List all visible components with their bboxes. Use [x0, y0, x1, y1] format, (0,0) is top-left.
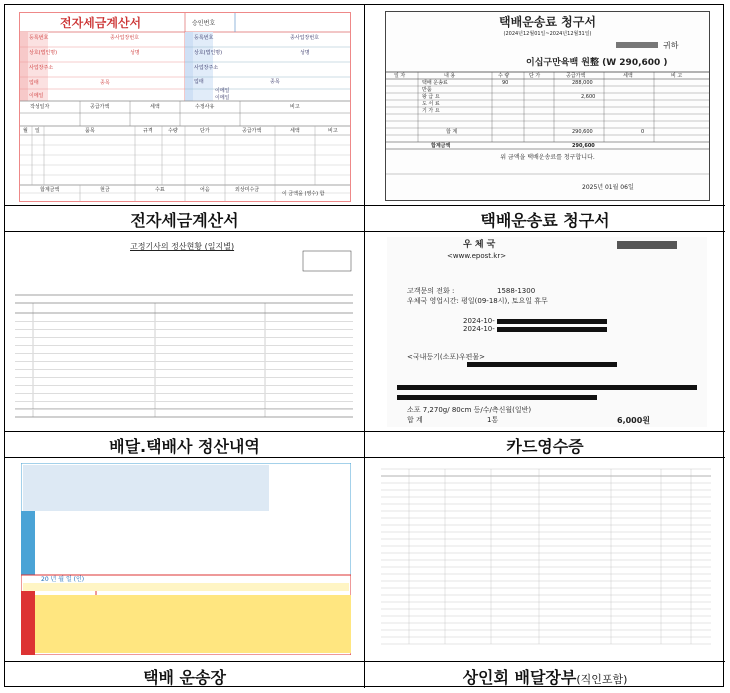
settlement-row-rule — [15, 401, 353, 402]
supplier-field: 종목 — [100, 80, 110, 86]
tax-invoice-thumbnail — [19, 12, 351, 202]
recipient-suffix: 귀하 — [663, 41, 679, 50]
receipt-brand: 우 체 국 — [463, 240, 496, 250]
waybill-form — [21, 463, 351, 655]
summary-header: 공급가액 — [90, 104, 110, 110]
buyer-field: 이메일 — [215, 95, 230, 101]
tax-invoice-grid — [20, 13, 350, 201]
grid-divider — [5, 231, 725, 232]
footer-header: 합계금액 — [40, 187, 60, 193]
summary-header: 작성일자 — [30, 104, 50, 110]
settlement-row-rule — [15, 329, 353, 330]
buyer-field: 등록번호 — [194, 35, 214, 41]
tax-invoice-title: 전자세금계산서 — [60, 16, 142, 30]
redacted-block — [617, 241, 677, 249]
summary-header: 수정사유 — [195, 104, 215, 110]
ledger-thumbnail — [381, 463, 711, 655]
receipt-phone-label: 고객문의 전화 : — [407, 287, 455, 295]
bill-row-content: 반품 — [422, 87, 432, 93]
summary-header: 세액 — [150, 104, 160, 110]
subtotal-label: 합 계 — [446, 129, 458, 135]
grid-divider — [5, 661, 725, 662]
bill-header: 세액 — [623, 73, 633, 79]
footer-header: 외상미수금 — [235, 187, 260, 193]
item-header: 일 — [35, 128, 40, 134]
settlement-title: 고정기사의 정산현황 (일지별) — [130, 242, 235, 251]
grid-divider — [5, 205, 725, 206]
redacted-block — [397, 385, 697, 390]
redacted-block — [497, 327, 607, 332]
item-header: 공급가액 — [242, 128, 262, 134]
supplier-field: 사업장주소 — [29, 65, 54, 71]
footer-header: 수표 — [155, 187, 165, 193]
bill-row-qty: 90 — [502, 80, 509, 86]
request-text: 위 금액을 택배운송료를 청구합니다. — [500, 154, 595, 161]
receipt-hours: 우체국 영업시간: 평일(09-18시), 토요일 휴무 — [407, 297, 548, 305]
bill-row-supply: 288,000 — [572, 80, 593, 86]
settlement-row-rule — [15, 369, 353, 370]
receipt-section: <국내등기(소포)우편물> — [407, 353, 486, 361]
footer-header: 어음 — [200, 187, 210, 193]
ledger-table — [381, 463, 711, 655]
footer-note: 이 금액을 (영수) 함 — [282, 191, 325, 197]
card-receipt-thumbnail — [387, 237, 707, 427]
bill-date: 2025년 01월 06일 — [582, 184, 634, 191]
footer-header: 현금 — [100, 187, 110, 193]
caption-tax-invoice: 전자세금계산서 — [130, 211, 239, 230]
item-header: 단가 — [200, 128, 210, 134]
settlement-row-rule — [15, 377, 353, 378]
settlement-row-rule — [15, 409, 353, 410]
settlement-row-rule — [15, 345, 353, 346]
supplier-field: 업태 — [29, 80, 39, 86]
settlement-table — [15, 237, 355, 425]
approval-label: 승인번호 — [192, 20, 216, 27]
item-header: 수량 — [168, 128, 178, 134]
grid-divider — [5, 431, 725, 432]
redacted-block — [497, 319, 607, 324]
total-value: 290,600 — [572, 143, 595, 149]
total-label: 합계금액 — [431, 143, 451, 149]
receipt-total: 6,000원 — [617, 416, 651, 425]
buyer-field: 종목 — [270, 79, 280, 85]
bill-row-content: 기 가 요 — [422, 108, 440, 114]
bill-header: 내 용 — [444, 73, 456, 79]
buyer-field: 이메일 — [215, 88, 230, 94]
item-header: 비고 — [328, 128, 338, 134]
buyer-field: 종사업장번호 — [290, 35, 319, 41]
shipping-bill-thumbnail — [385, 11, 710, 201]
settlement-thumbnail — [15, 237, 355, 425]
supplier-field: 종사업장번호 — [110, 35, 139, 41]
receipt-url: <www.epost.kr> — [447, 252, 507, 260]
caption-card-receipt: 카드영수증 — [506, 437, 584, 456]
bill-row-content: 택배 운송료 — [422, 80, 448, 86]
buyer-field: 사업장주소 — [194, 65, 219, 71]
buyer-field: 성명 — [300, 50, 310, 56]
caption-ledger: 상인회 배달장부(직인포함) — [462, 668, 628, 687]
receipt-phone: 1588-1300 — [497, 287, 536, 295]
shipping-bill-title: 택배운송료 청구서 — [499, 15, 596, 29]
settlement-row-rule — [15, 337, 353, 338]
document-grid — [4, 4, 724, 687]
redacted-block — [467, 362, 617, 367]
item-header: 품목 — [85, 128, 95, 134]
settlement-row-rule — [15, 393, 353, 394]
tax-value: 0 — [641, 129, 645, 135]
settlement-row-rule — [15, 361, 353, 362]
summary-header: 비고 — [290, 104, 300, 110]
redacted-block — [397, 395, 597, 400]
waybill-thumbnail — [21, 463, 351, 655]
receipt-weight: 소포 7,270g/ 80cm 등/수/측신월(일반) — [407, 406, 532, 414]
grid-divider — [5, 457, 725, 458]
grid-divider — [364, 5, 365, 688]
settlement-row-rule — [15, 385, 353, 386]
item-header: 세액 — [290, 128, 300, 134]
supplier-field: 이메일 — [29, 93, 44, 99]
bill-row-content: 왕 급 요 — [422, 94, 440, 100]
supplier-field: 등록번호 — [29, 35, 49, 41]
receipt-date-1: 2024-10- — [463, 317, 495, 325]
bill-header: 일 자 — [394, 73, 406, 79]
bill-row-supply: 2,600 — [581, 94, 596, 100]
caption-shipping-bill: 택배운송료 청구서 — [480, 211, 610, 230]
bill-header: 수 량 — [498, 73, 510, 79]
amount-line: 이십구만육백 원整 (W 290,600 ) — [526, 58, 668, 68]
bill-header: 단 가 — [529, 73, 541, 79]
bill-row-content: 도 서 료 — [422, 101, 440, 107]
settlement-row-rule — [15, 353, 353, 354]
buyer-field: 업태 — [194, 79, 204, 85]
bill-header: 비 고 — [671, 73, 683, 79]
settlement-row-rule — [15, 321, 353, 322]
caption-waybill: 택배 운송장 — [143, 668, 226, 687]
bill-header: 공급가액 — [566, 73, 586, 79]
receipt-date-2: 2024-10- — [463, 325, 495, 333]
supplier-field: 성명 — [130, 50, 140, 56]
caption-settlement: 배달.택배사 정산내역 — [109, 437, 260, 456]
item-header: 규격 — [143, 128, 153, 134]
supplier-field: 상호(법인명) — [29, 50, 58, 56]
item-header: 월 — [23, 128, 28, 134]
subtotal-value: 290,600 — [572, 129, 593, 135]
receipt-total-label: 합 계 — [407, 416, 423, 424]
buyer-field: 상호(법인명) — [194, 50, 223, 56]
receipt-qty: 1통 — [487, 416, 499, 424]
shipping-bill-period: (2024년12월01일~2024년12월31일) — [503, 31, 592, 37]
waybill-date: 20 년 월 일 (인) — [41, 576, 85, 583]
